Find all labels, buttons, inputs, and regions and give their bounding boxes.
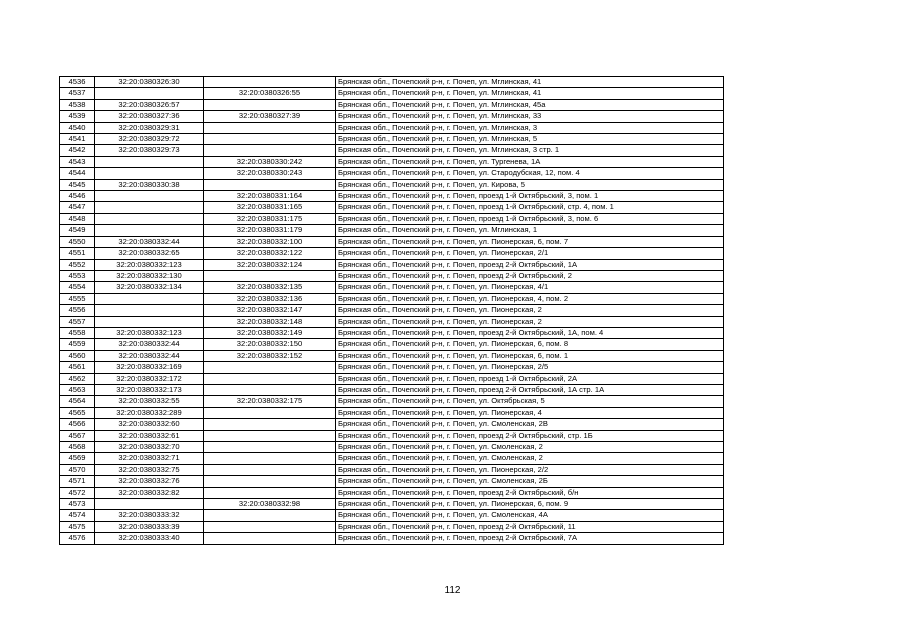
- object-cadastral-number-cell: 32:20:0380332:122: [204, 248, 336, 259]
- table-row: [60, 236, 724, 247]
- table-row: [60, 407, 724, 418]
- row-number-cell: 4550: [60, 236, 95, 247]
- object-cadastral-number-cell: [204, 134, 336, 145]
- table-row: [60, 464, 724, 475]
- row-number-cell: 4544: [60, 168, 95, 179]
- row-number-cell: 4571: [60, 476, 95, 487]
- object-cadastral-number-cell: 32:20:0380331:164: [204, 191, 336, 202]
- table-row: [60, 476, 724, 487]
- row-number-cell: 4540: [60, 122, 95, 133]
- table-row: [60, 191, 724, 202]
- address-cell: Брянская обл., Почепский р-н, г. Почеп, проезд 1-й Октябрьский, 3, пом. 6: [336, 213, 724, 224]
- cadastral-number-cell: 32:20:0380332:44: [95, 236, 204, 247]
- row-number-cell: 4574: [60, 510, 95, 521]
- cadastral-number-cell: 32:20:0380332:173: [95, 384, 204, 395]
- table-row: [60, 179, 724, 190]
- cadastral-number-cell: 32:20:0380332:44: [95, 350, 204, 361]
- row-number-cell: 4536: [60, 77, 95, 88]
- object-cadastral-number-cell: [204, 464, 336, 475]
- address-cell: Брянская обл., Почепский р-н, г. Почеп, ул. Стародубская, 12, пом. 4: [336, 168, 724, 179]
- row-number-cell: 4575: [60, 521, 95, 532]
- object-cadastral-number-cell: [204, 145, 336, 156]
- cadastral-number-cell: 32:20:0380332:76: [95, 476, 204, 487]
- address-cell: Брянская обл., Почепский р-н, г. Почеп, ул. Смоленская, 2Б: [336, 476, 724, 487]
- table-row: [60, 122, 724, 133]
- address-cell: Брянская обл., Почепский р-н, г. Почеп, проезд 2-й Октябрьский, 1А, пом. 4: [336, 327, 724, 338]
- cadastral-number-cell: [95, 202, 204, 213]
- cadastral-number-cell: [95, 88, 204, 99]
- table-row: [60, 499, 724, 510]
- cadastral-number-cell: 32:20:0380332:55: [95, 396, 204, 407]
- table-row: [60, 487, 724, 498]
- address-cell: Брянская обл., Почепский р-н, г. Почеп, проезд 2-й Октябрьский, 1А: [336, 259, 724, 270]
- cadastral-number-cell: [95, 305, 204, 316]
- address-cell: Брянская обл., Почепский р-н, г. Почеп, проезд 2-й Октябрьский, 1А стр. 1А: [336, 384, 724, 395]
- row-number-cell: 4555: [60, 293, 95, 304]
- cadastral-number-cell: [95, 293, 204, 304]
- cadastral-number-cell: 32:20:0380332:75: [95, 464, 204, 475]
- address-cell: Брянская обл., Почепский р-н, г. Почеп, ул. Пионерская, 4: [336, 407, 724, 418]
- cadastral-number-cell: 32:20:0380332:60: [95, 419, 204, 430]
- row-number-cell: 4570: [60, 464, 95, 475]
- address-cell: Брянская обл., Почепский р-н, г. Почеп, проезд 2-й Октябрьский, 7А: [336, 533, 724, 544]
- cadastral-number-cell: 32:20:0380332:71: [95, 453, 204, 464]
- address-cell: Брянская обл., Почепский р-н, г. Почеп, ул. Октябрьская, 5: [336, 396, 724, 407]
- address-cell: Брянская обл., Почепский р-н, г. Почеп, ул. Пионерская, 6, пом. 9: [336, 499, 724, 510]
- object-cadastral-number-cell: [204, 362, 336, 373]
- cadastral-number-cell: [95, 499, 204, 510]
- table-row: [60, 339, 724, 350]
- cadastral-table-body: [60, 77, 724, 545]
- table-row: [60, 316, 724, 327]
- object-cadastral-number-cell: [204, 510, 336, 521]
- cadastral-number-cell: 32:20:0380332:61: [95, 430, 204, 441]
- address-cell: Брянская обл., Почепский р-н, г. Почеп, ул. Мглинская, 3 стр. 1: [336, 145, 724, 156]
- row-number-cell: 4545: [60, 179, 95, 190]
- address-cell: Брянская обл., Почепский р-н, г. Почеп, ул. Смоленская, 2В: [336, 419, 724, 430]
- row-number-cell: 4553: [60, 270, 95, 281]
- cadastral-number-cell: 32:20:0380332:172: [95, 373, 204, 384]
- row-number-cell: 4547: [60, 202, 95, 213]
- row-number-cell: 4568: [60, 442, 95, 453]
- cadastral-number-cell: 32:20:0380332:82: [95, 487, 204, 498]
- object-cadastral-number-cell: 32:20:0380331:179: [204, 225, 336, 236]
- row-number-cell: 4537: [60, 88, 95, 99]
- row-number-cell: 4557: [60, 316, 95, 327]
- row-number-cell: 4561: [60, 362, 95, 373]
- object-cadastral-number-cell: 32:20:0380330:242: [204, 156, 336, 167]
- cadastral-number-cell: [95, 156, 204, 167]
- table-row: [60, 453, 724, 464]
- address-cell: Брянская обл., Почепский р-н, г. Почеп, ул. Тургенева, 1А: [336, 156, 724, 167]
- object-cadastral-number-cell: [204, 122, 336, 133]
- object-cadastral-number-cell: [204, 533, 336, 544]
- row-number-cell: 4565: [60, 407, 95, 418]
- cadastral-number-cell: [95, 191, 204, 202]
- row-number-cell: 4562: [60, 373, 95, 384]
- table-row: [60, 145, 724, 156]
- address-cell: Брянская обл., Почепский р-н, г. Почеп, ул. Пионерская, 2: [336, 316, 724, 327]
- address-cell: Брянская обл., Почепский р-н, г. Почеп, ул. Мглинская, 5: [336, 134, 724, 145]
- object-cadastral-number-cell: 32:20:0380331:165: [204, 202, 336, 213]
- row-number-cell: 4572: [60, 487, 95, 498]
- address-cell: Брянская обл., Почепский р-н, г. Почеп, ул. Пионерская, 6, пом. 7: [336, 236, 724, 247]
- cadastral-number-cell: 32:20:0380332:65: [95, 248, 204, 259]
- table-row: [60, 430, 724, 441]
- cadastral-number-cell: 32:20:0380326:30: [95, 77, 204, 88]
- table-row: [60, 202, 724, 213]
- row-number-cell: 4564: [60, 396, 95, 407]
- object-cadastral-number-cell: 32:20:0380332:136: [204, 293, 336, 304]
- row-number-cell: 4576: [60, 533, 95, 544]
- table-row: [60, 134, 724, 145]
- cadastral-number-cell: 32:20:0380333:39: [95, 521, 204, 532]
- address-cell: Брянская обл., Почепский р-н, г. Почеп, ул. Пионерская, 4/1: [336, 282, 724, 293]
- address-cell: Брянская обл., Почепский р-н, г. Почеп, ул. Пионерская, 2/1: [336, 248, 724, 259]
- table-row: [60, 270, 724, 281]
- table-row: [60, 373, 724, 384]
- cadastral-number-cell: [95, 225, 204, 236]
- object-cadastral-number-cell: 32:20:0380332:124: [204, 259, 336, 270]
- object-cadastral-number-cell: 32:20:0380332:148: [204, 316, 336, 327]
- address-cell: Брянская обл., Почепский р-н, г. Почеп, ул. Пионерская, 2/5: [336, 362, 724, 373]
- object-cadastral-number-cell: [204, 453, 336, 464]
- address-cell: Брянская обл., Почепский р-н, г. Почеп, проезд 1-й Октябрьский, стр. 4, пом. 1: [336, 202, 724, 213]
- table-row: [60, 327, 724, 338]
- cadastral-number-cell: 32:20:0380332:289: [95, 407, 204, 418]
- cadastral-number-cell: 32:20:0380327:36: [95, 111, 204, 122]
- cadastral-number-cell: 32:20:0380329:73: [95, 145, 204, 156]
- row-number-cell: 4567: [60, 430, 95, 441]
- row-number-cell: 4546: [60, 191, 95, 202]
- table-row: [60, 396, 724, 407]
- address-cell: Брянская обл., Почепский р-н, г. Почеп, ул. Мглинская, 41: [336, 77, 724, 88]
- object-cadastral-number-cell: [204, 407, 336, 418]
- address-cell: Брянская обл., Почепский р-н, г. Почеп, проезд 2-й Октябрьский, стр. 1Б: [336, 430, 724, 441]
- cadastral-number-cell: 32:20:0380332:123: [95, 259, 204, 270]
- row-number-cell: 4558: [60, 327, 95, 338]
- object-cadastral-number-cell: 32:20:0380332:98: [204, 499, 336, 510]
- object-cadastral-number-cell: [204, 99, 336, 110]
- table-row: [60, 248, 724, 259]
- table-row: [60, 225, 724, 236]
- object-cadastral-number-cell: 32:20:0380332:175: [204, 396, 336, 407]
- table-row: [60, 77, 724, 88]
- address-cell: Брянская обл., Почепский р-н, г. Почеп, ул. Пионерская, 6, пом. 1: [336, 350, 724, 361]
- address-cell: Брянская обл., Почепский р-н, г. Почеп, ул. Мглинская, 3: [336, 122, 724, 133]
- row-number-cell: 4566: [60, 419, 95, 430]
- object-cadastral-number-cell: 32:20:0380330:243: [204, 168, 336, 179]
- object-cadastral-number-cell: 32:20:0380332:149: [204, 327, 336, 338]
- address-cell: Брянская обл., Почепский р-н, г. Почеп, ул. Пионерская, 2: [336, 305, 724, 316]
- table-row: [60, 99, 724, 110]
- object-cadastral-number-cell: [204, 373, 336, 384]
- address-cell: Брянская обл., Почепский р-н, г. Почеп, проезд 1-й Октябрьский, 2А: [336, 373, 724, 384]
- table-row: [60, 350, 724, 361]
- address-cell: Брянская обл., Почепский р-н, г. Почеп, ул. Мглинская, 41: [336, 88, 724, 99]
- table-row: [60, 111, 724, 122]
- row-number-cell: 4542: [60, 145, 95, 156]
- table-row: [60, 510, 724, 521]
- cadastral-number-cell: 32:20:0380333:32: [95, 510, 204, 521]
- table-row: [60, 156, 724, 167]
- address-cell: Брянская обл., Почепский р-н, г. Почеп, ул. Смоленская, 4А: [336, 510, 724, 521]
- cadastral-number-cell: 32:20:0380332:70: [95, 442, 204, 453]
- row-number-cell: 4563: [60, 384, 95, 395]
- object-cadastral-number-cell: 32:20:0380332:150: [204, 339, 336, 350]
- cadastral-number-cell: 32:20:0380326:57: [95, 99, 204, 110]
- table-row: [60, 88, 724, 99]
- table-row: [60, 213, 724, 224]
- object-cadastral-number-cell: [204, 77, 336, 88]
- row-number-cell: 4538: [60, 99, 95, 110]
- row-number-cell: 4573: [60, 499, 95, 510]
- cadastral-number-cell: 32:20:0380332:134: [95, 282, 204, 293]
- cadastral-table: [59, 76, 724, 545]
- address-cell: Брянская обл., Почепский р-н, г. Почеп, ул. Мглинская, 45а: [336, 99, 724, 110]
- page-number: 112: [444, 585, 461, 596]
- address-cell: Брянская обл., Почепский р-н, г. Почеп, проезд 2-й Октябрьский, 2: [336, 270, 724, 281]
- object-cadastral-number-cell: [204, 521, 336, 532]
- table-row: [60, 442, 724, 453]
- object-cadastral-number-cell: 32:20:0380332:135: [204, 282, 336, 293]
- address-cell: Брянская обл., Почепский р-н, г. Почеп, проезд 2-й Октябрьский, 11: [336, 521, 724, 532]
- address-cell: Брянская обл., Почепский р-н, г. Почеп, ул. Мглинская, 1: [336, 225, 724, 236]
- cadastral-number-cell: 32:20:0380330:38: [95, 179, 204, 190]
- address-cell: Брянская обл., Почепский р-н, г. Почеп, ул. Мглинская, 33: [336, 111, 724, 122]
- object-cadastral-number-cell: [204, 419, 336, 430]
- object-cadastral-number-cell: 32:20:0380326:55: [204, 88, 336, 99]
- object-cadastral-number-cell: [204, 270, 336, 281]
- cadastral-number-cell: 32:20:0380332:44: [95, 339, 204, 350]
- address-cell: Брянская обл., Почепский р-н, г. Почеп, ул. Кирова, 5: [336, 179, 724, 190]
- object-cadastral-number-cell: [204, 430, 336, 441]
- object-cadastral-number-cell: [204, 179, 336, 190]
- address-cell: Брянская обл., Почепский р-н, г. Почеп, ул. Пионерская, 4, пом. 2: [336, 293, 724, 304]
- row-number-cell: 4551: [60, 248, 95, 259]
- table-row: [60, 168, 724, 179]
- table-row: [60, 384, 724, 395]
- table-row: [60, 293, 724, 304]
- object-cadastral-number-cell: 32:20:0380332:100: [204, 236, 336, 247]
- address-cell: Брянская обл., Почепский р-н, г. Почеп, проезд 1-й Октябрьский, 3, пом. 1: [336, 191, 724, 202]
- object-cadastral-number-cell: [204, 384, 336, 395]
- object-cadastral-number-cell: 32:20:0380327:39: [204, 111, 336, 122]
- object-cadastral-number-cell: 32:20:0380332:152: [204, 350, 336, 361]
- cadastral-number-cell: [95, 213, 204, 224]
- object-cadastral-number-cell: [204, 476, 336, 487]
- object-cadastral-number-cell: [204, 487, 336, 498]
- table-row: [60, 521, 724, 532]
- object-cadastral-number-cell: 32:20:0380332:147: [204, 305, 336, 316]
- table-row: [60, 362, 724, 373]
- row-number-cell: 4569: [60, 453, 95, 464]
- object-cadastral-number-cell: [204, 442, 336, 453]
- row-number-cell: 4543: [60, 156, 95, 167]
- row-number-cell: 4556: [60, 305, 95, 316]
- cadastral-number-cell: [95, 168, 204, 179]
- row-number-cell: 4539: [60, 111, 95, 122]
- table-row: [60, 282, 724, 293]
- cadastral-number-cell: [95, 316, 204, 327]
- object-cadastral-number-cell: 32:20:0380331:175: [204, 213, 336, 224]
- table-row: [60, 259, 724, 270]
- address-cell: Брянская обл., Почепский р-н, г. Почеп, ул. Смоленская, 2: [336, 453, 724, 464]
- row-number-cell: 4549: [60, 225, 95, 236]
- address-cell: Брянская обл., Почепский р-н, г. Почеп, проезд 2-й Октябрьский, б/н: [336, 487, 724, 498]
- address-cell: Брянская обл., Почепский р-н, г. Почеп, ул. Пионерская, 6, пом. 8: [336, 339, 724, 350]
- row-number-cell: 4554: [60, 282, 95, 293]
- cadastral-number-cell: 32:20:0380332:130: [95, 270, 204, 281]
- row-number-cell: 4559: [60, 339, 95, 350]
- table-row: [60, 533, 724, 544]
- row-number-cell: 4541: [60, 134, 95, 145]
- table-row: [60, 305, 724, 316]
- row-number-cell: 4560: [60, 350, 95, 361]
- table-row: [60, 419, 724, 430]
- address-cell: Брянская обл., Почепский р-н, г. Почеп, ул. Пионерская, 2/2: [336, 464, 724, 475]
- cadastral-number-cell: 32:20:0380333:40: [95, 533, 204, 544]
- cadastral-number-cell: 32:20:0380329:31: [95, 122, 204, 133]
- row-number-cell: 4552: [60, 259, 95, 270]
- cadastral-number-cell: 32:20:0380332:123: [95, 327, 204, 338]
- cadastral-number-cell: 32:20:0380329:72: [95, 134, 204, 145]
- row-number-cell: 4548: [60, 213, 95, 224]
- address-cell: Брянская обл., Почепский р-н, г. Почеп, ул. Смоленская, 2: [336, 442, 724, 453]
- cadastral-number-cell: 32:20:0380332:169: [95, 362, 204, 373]
